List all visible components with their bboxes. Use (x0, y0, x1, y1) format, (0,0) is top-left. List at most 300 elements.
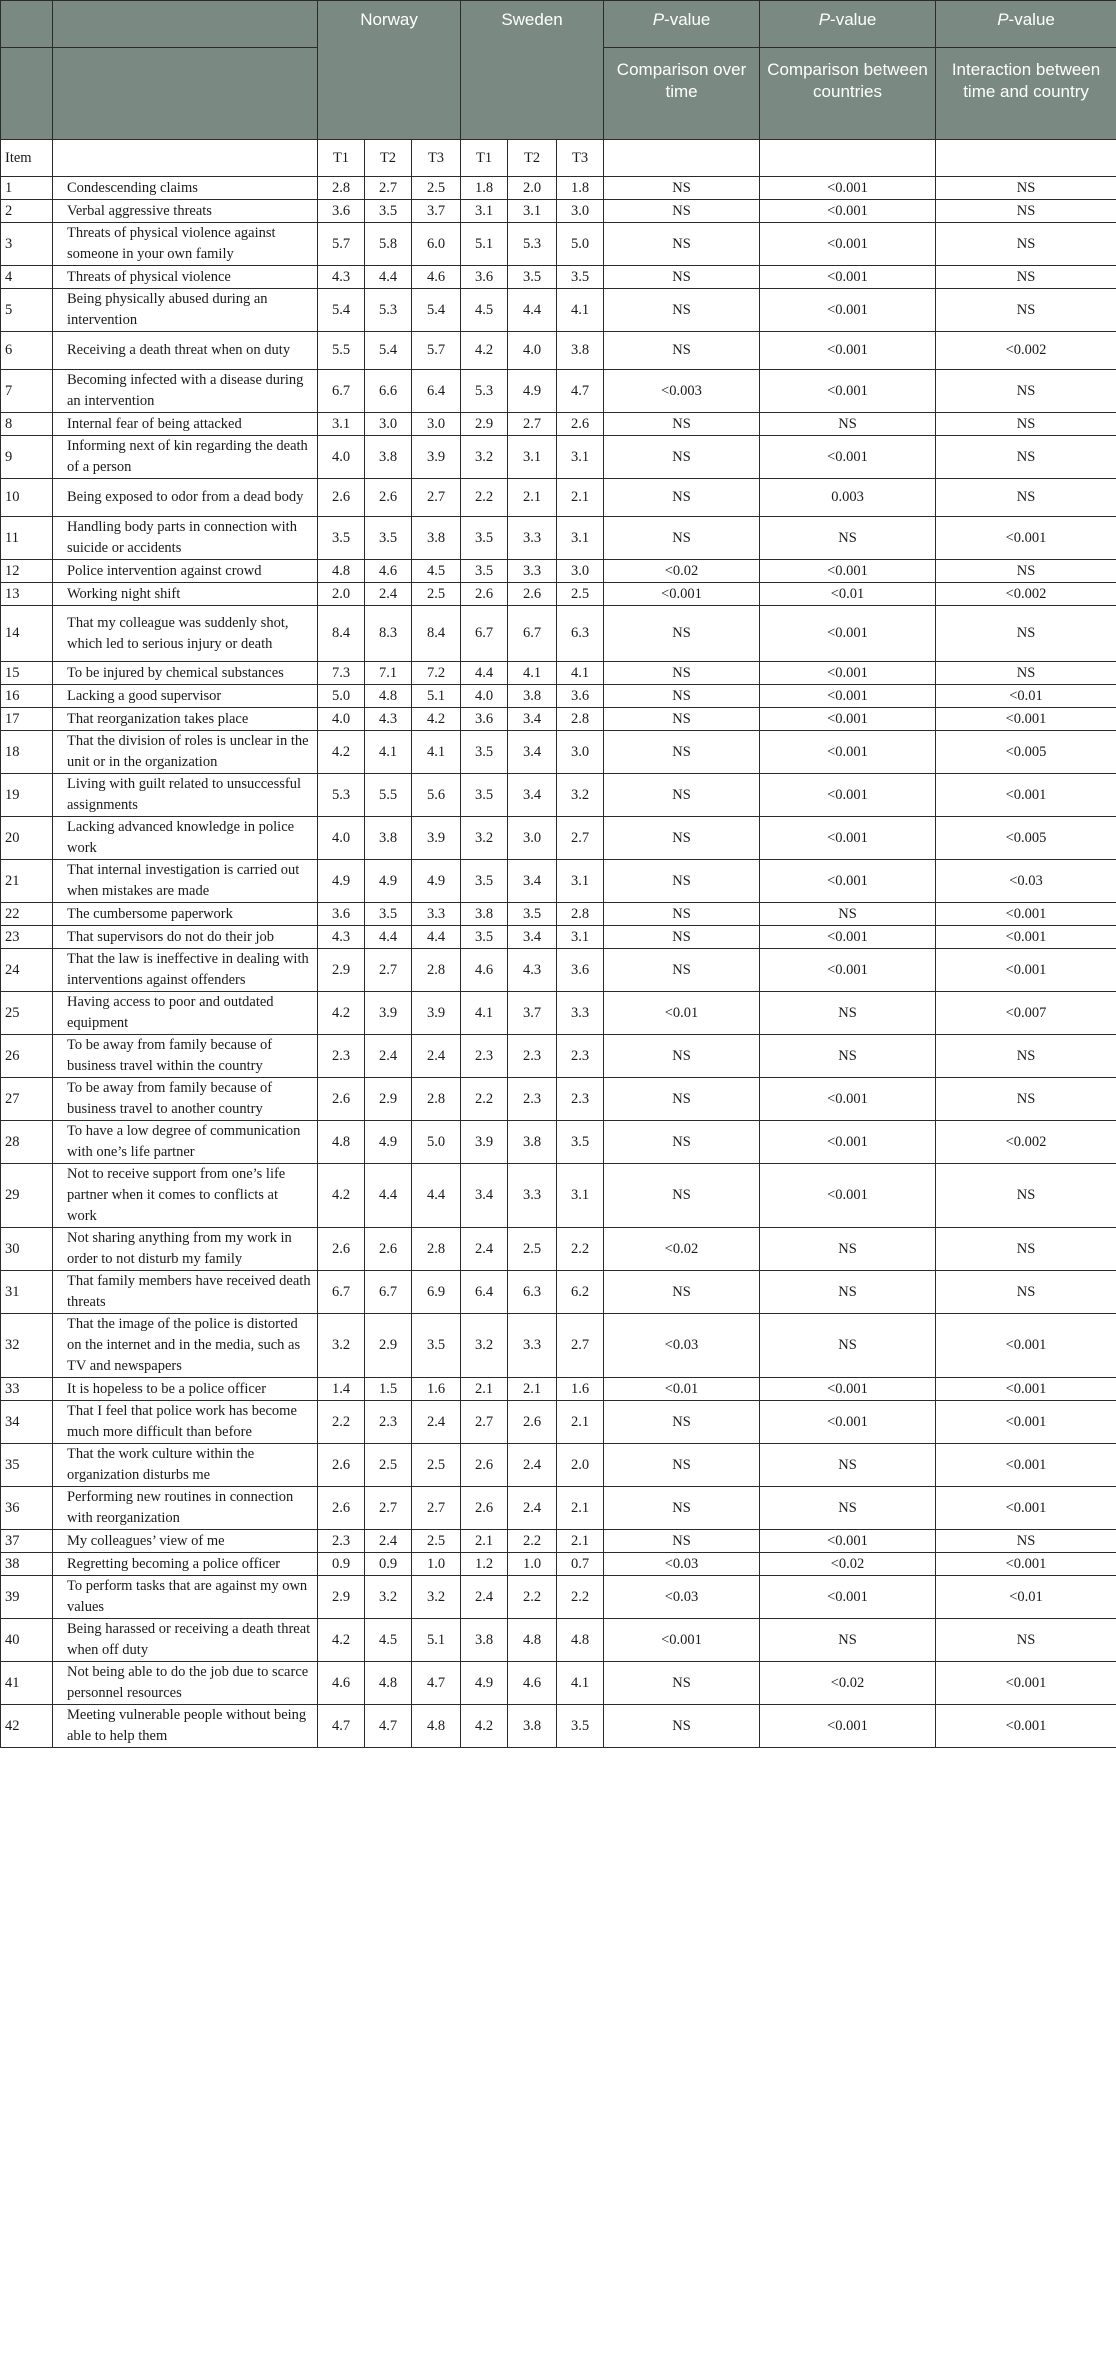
p-value-cell: NS (604, 1444, 760, 1487)
p-value-cell: NS (604, 903, 760, 926)
score-cell: 3.1 (508, 436, 557, 479)
score-cell: 4.1 (508, 662, 557, 685)
item-number: 32 (1, 1314, 53, 1378)
p-value-cell: NS (936, 289, 1116, 332)
score-cell: 5.8 (365, 223, 412, 266)
score-cell: 6.7 (318, 370, 365, 413)
item-number: 4 (1, 266, 53, 289)
p-value-cell: <0.001 (936, 708, 1116, 731)
p-value-cell: NS (760, 1271, 936, 1314)
score-cell: 2.5 (412, 1530, 461, 1553)
score-cell: 2.1 (557, 1530, 604, 1553)
table-row (1, 1401, 1116, 1444)
item-number: 42 (1, 1705, 53, 1748)
score-cell: 2.8 (557, 903, 604, 926)
item-description: Working night shift (53, 583, 318, 606)
score-cell: 2.5 (557, 583, 604, 606)
score-cell: 3.1 (557, 860, 604, 903)
p-value-cell: NS (604, 177, 760, 200)
table-row (1, 560, 1116, 583)
header-blank-item-2 (1, 48, 53, 140)
time-label: T3 (557, 140, 604, 177)
p-value-cell: NS (760, 1487, 936, 1530)
p-value-cell: <0.001 (760, 731, 936, 774)
score-cell: 3.0 (557, 731, 604, 774)
p-value-cell: <0.001 (760, 774, 936, 817)
p-value-cell: NS (760, 517, 936, 560)
item-description: That the work culture within the organization disturbs me (53, 1444, 318, 1487)
score-cell: 5.0 (318, 685, 365, 708)
score-cell: 4.8 (557, 1619, 604, 1662)
score-cell: 4.7 (557, 370, 604, 413)
p-value-cell: NS (604, 949, 760, 992)
p-value-cell: NS (604, 774, 760, 817)
score-cell: 2.1 (508, 479, 557, 517)
item-description: Verbal aggressive threats (53, 200, 318, 223)
score-cell: 3.5 (461, 774, 508, 817)
table-row (1, 1314, 1116, 1378)
p-value-cell: <0.003 (604, 370, 760, 413)
score-cell: 4.7 (318, 1705, 365, 1748)
item-description: Living with guilt related to unsuccessful assignments (53, 774, 318, 817)
score-cell: 5.1 (412, 685, 461, 708)
item-description: Threats of physical violence against someone in your own family (53, 223, 318, 266)
p-value-cell: NS (604, 1121, 760, 1164)
item-description: Threats of physical violence (53, 266, 318, 289)
score-cell: 2.6 (508, 583, 557, 606)
score-cell: 3.4 (508, 926, 557, 949)
p-value-cell: NS (604, 517, 760, 560)
score-cell: 2.4 (412, 1035, 461, 1078)
score-cell: 6.4 (461, 1271, 508, 1314)
p-value-cell: <0.002 (936, 332, 1116, 370)
score-cell: 2.9 (365, 1314, 412, 1378)
table-row (1, 1619, 1116, 1662)
item-number: 34 (1, 1401, 53, 1444)
item-description: Handling body parts in connection with suicide or accidents (53, 517, 318, 560)
score-cell: 5.3 (365, 289, 412, 332)
time-label: T2 (508, 140, 557, 177)
table-row (1, 731, 1116, 774)
p-value-cell: <0.001 (760, 177, 936, 200)
table-row (1, 223, 1116, 266)
p-value-cell: <0.001 (760, 1378, 936, 1401)
item-description: That supervisors do not do their job (53, 926, 318, 949)
p-value-cell: <0.007 (936, 992, 1116, 1035)
table-row (1, 583, 1116, 606)
score-cell: 2.6 (318, 1487, 365, 1530)
item-number: 40 (1, 1619, 53, 1662)
item-description: Becoming infected with a disease during an intervention (53, 370, 318, 413)
p-value-cell: NS (936, 606, 1116, 662)
p-value-cell: NS (604, 266, 760, 289)
score-cell: 3.5 (461, 560, 508, 583)
p-value-cell: NS (936, 479, 1116, 517)
score-cell: 4.1 (557, 1662, 604, 1705)
item-number: 17 (1, 708, 53, 731)
item-label: Item (1, 140, 53, 177)
p-value-cell: <0.001 (760, 1576, 936, 1619)
table-row (1, 1271, 1116, 1314)
p-value-cell: NS (936, 1619, 1116, 1662)
item-number: 16 (1, 685, 53, 708)
p-value-cell: <0.001 (760, 949, 936, 992)
item-description: The cumbersome paperwork (53, 903, 318, 926)
p-value-cell: <0.03 (604, 1314, 760, 1378)
table-row (1, 1378, 1116, 1401)
score-cell: 5.0 (412, 1121, 461, 1164)
p-value-cell: NS (936, 266, 1116, 289)
score-cell: 1.2 (461, 1553, 508, 1576)
p-value-cell: <0.02 (760, 1662, 936, 1705)
score-cell: 5.4 (412, 289, 461, 332)
header-row-groups (1, 1, 1116, 48)
item-description: Receiving a death threat when on duty (53, 332, 318, 370)
score-cell: 2.5 (508, 1228, 557, 1271)
score-cell: 2.6 (461, 583, 508, 606)
score-cell: 2.6 (318, 1078, 365, 1121)
score-cell: 3.4 (508, 774, 557, 817)
header-blank-item (1, 1, 53, 48)
p-value-cell: <0.001 (760, 436, 936, 479)
score-cell: 4.9 (365, 860, 412, 903)
p-value-cell: <0.001 (936, 1662, 1116, 1705)
score-cell: 2.2 (461, 1078, 508, 1121)
table-row (1, 606, 1116, 662)
score-cell: 4.6 (412, 266, 461, 289)
score-cell: 4.4 (365, 1164, 412, 1228)
p-value-cell: <0.001 (760, 1164, 936, 1228)
item-description: That reorganization takes place (53, 708, 318, 731)
score-cell: 0.9 (365, 1553, 412, 1576)
score-cell: 2.2 (461, 479, 508, 517)
table-row (1, 436, 1116, 479)
time-header-blank (604, 140, 760, 177)
item-number: 41 (1, 1662, 53, 1705)
score-cell: 3.4 (508, 731, 557, 774)
p-value-cell: NS (604, 1164, 760, 1228)
time-label: T2 (365, 140, 412, 177)
score-cell: 4.7 (412, 1662, 461, 1705)
score-cell: 2.6 (365, 479, 412, 517)
score-cell: 1.0 (412, 1553, 461, 1576)
score-cell: 1.8 (557, 177, 604, 200)
score-cell: 3.8 (508, 1121, 557, 1164)
table-row (1, 774, 1116, 817)
p-value-cell: NS (936, 177, 1116, 200)
score-cell: 1.4 (318, 1378, 365, 1401)
p-value-cell: <0.001 (936, 1378, 1116, 1401)
score-cell: 2.6 (461, 1444, 508, 1487)
p-value-cell: NS (604, 1487, 760, 1530)
score-cell: 2.6 (365, 1228, 412, 1271)
score-cell: 2.9 (365, 1078, 412, 1121)
p-value-cell: NS (936, 1035, 1116, 1078)
table-row (1, 332, 1116, 370)
p-value-cell: <0.02 (604, 1228, 760, 1271)
item-number: 20 (1, 817, 53, 860)
score-cell: 3.6 (461, 266, 508, 289)
score-cell: 2.2 (557, 1228, 604, 1271)
score-cell: 3.2 (557, 774, 604, 817)
score-cell: 2.0 (508, 177, 557, 200)
score-cell: 3.1 (318, 413, 365, 436)
score-cell: 2.7 (365, 949, 412, 992)
score-cell: 4.6 (318, 1662, 365, 1705)
p-value-cell: <0.01 (604, 1378, 760, 1401)
p-value-cell: <0.001 (936, 1553, 1116, 1576)
item-number: 12 (1, 560, 53, 583)
item-description: Informing next of kin regarding the death of a person (53, 436, 318, 479)
score-cell: 1.6 (412, 1378, 461, 1401)
item-number: 6 (1, 332, 53, 370)
score-cell: 8.4 (412, 606, 461, 662)
score-cell: 5.5 (365, 774, 412, 817)
p-value-cell: <0.005 (936, 731, 1116, 774)
item-description: My colleagues’ view of me (53, 1530, 318, 1553)
score-cell: 6.9 (412, 1271, 461, 1314)
score-cell: 3.0 (412, 413, 461, 436)
score-cell: 2.7 (508, 413, 557, 436)
score-cell: 6.3 (508, 1271, 557, 1314)
score-cell: 5.0 (557, 223, 604, 266)
header-comparison-over-time: Comparison over time (604, 48, 760, 140)
score-cell: 4.9 (318, 860, 365, 903)
p-value-cell: NS (604, 479, 760, 517)
score-cell: 5.7 (412, 332, 461, 370)
item-number: 24 (1, 949, 53, 992)
score-cell: 3.9 (412, 817, 461, 860)
p-value-cell: <0.001 (760, 1705, 936, 1748)
header-blank-desc-2 (53, 48, 318, 140)
score-cell: 7.2 (412, 662, 461, 685)
score-cell: 3.0 (557, 200, 604, 223)
score-cell: 4.1 (557, 662, 604, 685)
score-cell: 3.4 (508, 708, 557, 731)
p-value-cell: <0.001 (760, 926, 936, 949)
score-cell: 6.6 (365, 370, 412, 413)
score-cell: 4.9 (508, 370, 557, 413)
table-row (1, 685, 1116, 708)
score-cell: 5.3 (318, 774, 365, 817)
score-cell: 3.8 (412, 517, 461, 560)
p-value-cell: NS (936, 1164, 1116, 1228)
score-cell: 4.1 (412, 731, 461, 774)
score-cell: 5.6 (412, 774, 461, 817)
p-value-cell: <0.001 (604, 1619, 760, 1662)
time-header-row (1, 140, 1116, 177)
item-number: 26 (1, 1035, 53, 1078)
score-cell: 0.7 (557, 1553, 604, 1576)
score-cell: 2.1 (508, 1378, 557, 1401)
time-label: T1 (461, 140, 508, 177)
score-cell: 6.7 (508, 606, 557, 662)
item-description: That internal investigation is carried out when mistakes are made (53, 860, 318, 903)
table-row (1, 903, 1116, 926)
score-cell: 6.7 (318, 1271, 365, 1314)
item-description: Police intervention against crowd (53, 560, 318, 583)
item-number: 18 (1, 731, 53, 774)
table-row (1, 1576, 1116, 1619)
score-cell: 3.5 (412, 1314, 461, 1378)
item-number: 3 (1, 223, 53, 266)
score-cell: 4.6 (461, 949, 508, 992)
item-description: Being physically abused during an intervention (53, 289, 318, 332)
score-cell: 4.5 (461, 289, 508, 332)
score-cell: 2.8 (557, 708, 604, 731)
score-cell: 4.8 (508, 1619, 557, 1662)
score-cell: 3.6 (557, 949, 604, 992)
score-cell: 3.1 (557, 517, 604, 560)
table-row (1, 817, 1116, 860)
score-cell: 4.3 (365, 708, 412, 731)
p-value-cell: <0.001 (936, 1487, 1116, 1530)
score-cell: 5.1 (461, 223, 508, 266)
score-cell: 1.0 (508, 1553, 557, 1576)
score-cell: 4.6 (365, 560, 412, 583)
item-number: 33 (1, 1378, 53, 1401)
item-number: 39 (1, 1576, 53, 1619)
item-description: That I feel that police work has become much more difficult than before (53, 1401, 318, 1444)
p-value-cell: NS (604, 817, 760, 860)
item-number: 19 (1, 774, 53, 817)
item-number: 9 (1, 436, 53, 479)
score-cell: 2.7 (412, 1487, 461, 1530)
score-cell: 2.6 (508, 1401, 557, 1444)
p-value-cell: NS (604, 1530, 760, 1553)
table-row (1, 1553, 1116, 1576)
item-number: 15 (1, 662, 53, 685)
score-cell: 5.4 (365, 332, 412, 370)
score-cell: 5.3 (508, 223, 557, 266)
score-cell: 3.8 (557, 332, 604, 370)
p-value-cell: <0.03 (936, 860, 1116, 903)
score-cell: 3.3 (508, 1164, 557, 1228)
p-value-cell: <0.001 (760, 370, 936, 413)
item-number: 13 (1, 583, 53, 606)
table-row (1, 413, 1116, 436)
score-cell: 4.0 (318, 708, 365, 731)
score-cell: 2.1 (557, 1487, 604, 1530)
p-value-cell: NS (604, 436, 760, 479)
score-cell: 4.6 (508, 1662, 557, 1705)
item-description: Being exposed to odor from a dead body (53, 479, 318, 517)
p-value-cell: <0.01 (760, 583, 936, 606)
table-row (1, 949, 1116, 992)
score-cell: 2.4 (508, 1487, 557, 1530)
p-value-cell: <0.001 (760, 685, 936, 708)
score-cell: 3.9 (365, 992, 412, 1035)
item-description: To perform tasks that are against my own values (53, 1576, 318, 1619)
p-value-cell: NS (604, 1401, 760, 1444)
score-cell: 6.2 (557, 1271, 604, 1314)
score-cell: 3.6 (318, 200, 365, 223)
p-value-cell: NS (604, 926, 760, 949)
score-cell: 3.5 (508, 903, 557, 926)
score-cell: 4.2 (318, 992, 365, 1035)
p-value-cell: NS (760, 1619, 936, 1662)
score-cell: 2.9 (461, 413, 508, 436)
item-description: Internal fear of being attacked (53, 413, 318, 436)
item-number: 38 (1, 1553, 53, 1576)
table-row (1, 860, 1116, 903)
score-cell: 4.5 (412, 560, 461, 583)
score-cell: 8.3 (365, 606, 412, 662)
p-value-cell: NS (936, 413, 1116, 436)
p-value-cell: NS (604, 860, 760, 903)
item-number: 29 (1, 1164, 53, 1228)
score-cell: 3.5 (461, 731, 508, 774)
table-row (1, 992, 1116, 1035)
table-row (1, 1121, 1116, 1164)
item-number: 8 (1, 413, 53, 436)
score-cell: 1.5 (365, 1378, 412, 1401)
p-value-cell: <0.001 (760, 266, 936, 289)
p-value-cell: <0.001 (760, 606, 936, 662)
item-description: Meeting vulnerable people without being able to help them (53, 1705, 318, 1748)
p-value-cell: NS (604, 1705, 760, 1748)
score-cell: 3.5 (461, 517, 508, 560)
score-cell: 2.3 (508, 1078, 557, 1121)
table-row (1, 1444, 1116, 1487)
item-number: 7 (1, 370, 53, 413)
p-value-cell: NS (604, 685, 760, 708)
table-row (1, 1078, 1116, 1121)
time-label: T1 (318, 140, 365, 177)
score-cell: 2.2 (508, 1530, 557, 1553)
score-cell: 3.6 (557, 685, 604, 708)
score-cell: 4.8 (365, 1662, 412, 1705)
p-value-cell: NS (604, 200, 760, 223)
p-value-cell: <0.002 (936, 1121, 1116, 1164)
score-cell: 2.4 (365, 1530, 412, 1553)
score-cell: 4.1 (461, 992, 508, 1035)
p-value-cell: NS (760, 1314, 936, 1378)
score-cell: 2.9 (318, 1576, 365, 1619)
header-norway: Norway (318, 1, 461, 140)
score-cell: 5.4 (318, 289, 365, 332)
score-cell: 3.9 (412, 992, 461, 1035)
item-description: Not to receive support from one’s life partner when it comes to conflicts at work (53, 1164, 318, 1228)
score-cell: 2.1 (557, 1401, 604, 1444)
score-cell: 2.4 (412, 1401, 461, 1444)
item-number: 10 (1, 479, 53, 517)
score-cell: 6.3 (557, 606, 604, 662)
score-cell: 3.0 (365, 413, 412, 436)
score-cell: 5.3 (461, 370, 508, 413)
score-cell: 2.1 (461, 1378, 508, 1401)
table-row (1, 177, 1116, 200)
score-cell: 1.6 (557, 1378, 604, 1401)
score-cell: 4.1 (365, 731, 412, 774)
p-value-cell: <0.01 (936, 1576, 1116, 1619)
p-value-cell: <0.001 (760, 560, 936, 583)
p-value-cell: <0.001 (760, 708, 936, 731)
score-cell: 3.1 (461, 200, 508, 223)
score-cell: 3.2 (461, 817, 508, 860)
p-value-cell: <0.001 (760, 817, 936, 860)
p-value-cell: <0.01 (936, 685, 1116, 708)
table-row (1, 1164, 1116, 1228)
time-header-blank (760, 140, 936, 177)
item-number: 11 (1, 517, 53, 560)
score-cell: 4.4 (365, 926, 412, 949)
score-cell: 2.4 (508, 1444, 557, 1487)
score-cell: 4.9 (461, 1662, 508, 1705)
table-row (1, 1705, 1116, 1748)
score-cell: 4.2 (412, 708, 461, 731)
score-cell: 3.4 (508, 860, 557, 903)
